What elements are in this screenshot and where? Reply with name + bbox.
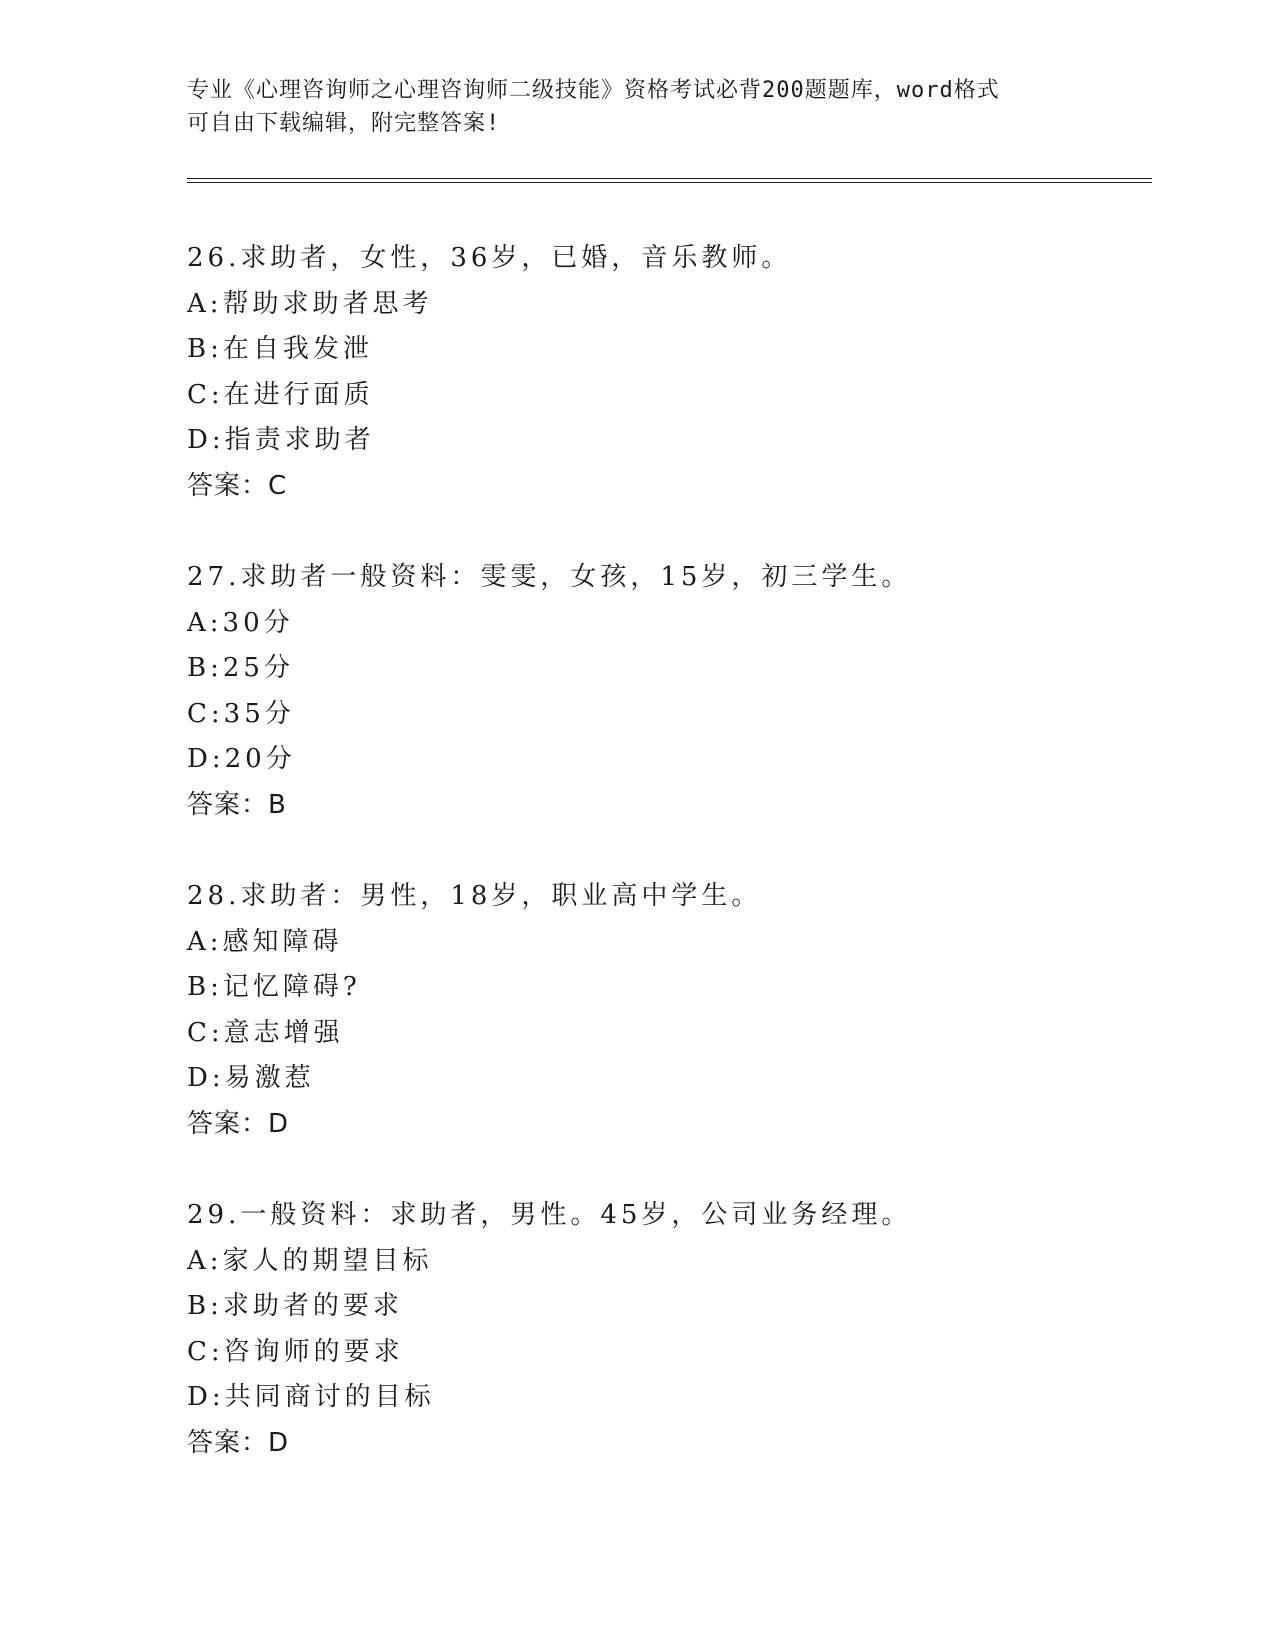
option-b: B:记忆障碍? xyxy=(187,972,361,1002)
answer-text: 答案：D xyxy=(187,1427,290,1458)
header-line-1: 专业《心理咨询师之心理咨询师二级技能》资格考试必背200题题库，word格式 xyxy=(187,78,1000,103)
option-c: C:咨询师的要求 xyxy=(187,1336,404,1367)
option-c: C:意志增强 xyxy=(187,1017,344,1048)
option-c: C:35分 xyxy=(187,698,295,729)
question-list xyxy=(187,236,1167,1512)
option-a: A:30分 xyxy=(187,607,294,638)
option-b: B:25分 xyxy=(187,653,294,683)
question-28 xyxy=(187,874,1167,1193)
document-header xyxy=(187,74,1087,140)
question-stem: 28.求助者：男性，18岁，职业高中学生。 xyxy=(187,881,762,911)
header-divider-top xyxy=(187,178,1152,179)
option-b: B:求助者的要求 xyxy=(187,1291,403,1321)
question-stem: 29.一般资料：求助者，男性。45岁，公司业务经理。 xyxy=(187,1200,912,1230)
option-c: C:在进行面质 xyxy=(187,379,374,410)
question-26 xyxy=(187,236,1167,555)
option-d: D:指责求助者 xyxy=(187,425,375,455)
option-d: D:共同商讨的目标 xyxy=(187,1382,435,1412)
question-27 xyxy=(187,555,1167,874)
header-divider-bottom xyxy=(187,182,1152,183)
answer-text: 答案：D xyxy=(187,1108,290,1139)
question-stem: 27.求助者一般资料：雯雯，女孩，15岁，初三学生。 xyxy=(187,562,912,592)
option-d: D:20分 xyxy=(187,744,296,774)
option-a: A:家人的期望目标 xyxy=(187,1245,433,1276)
question-stem: 26.求助者，女性，36岁，已婚，音乐教师。 xyxy=(187,243,792,273)
option-a: A:感知障碍 xyxy=(187,926,343,957)
answer-text: 答案：B xyxy=(187,789,287,820)
header-line-2: 可自由下载编辑，附完整答案! xyxy=(187,111,501,136)
option-a: A:帮助求助者思考 xyxy=(187,288,433,319)
option-d: D:易激惹 xyxy=(187,1063,315,1093)
question-29 xyxy=(187,1193,1167,1512)
option-b: B:在自我发泄 xyxy=(187,334,373,364)
answer-text: 答案：C xyxy=(187,470,288,501)
